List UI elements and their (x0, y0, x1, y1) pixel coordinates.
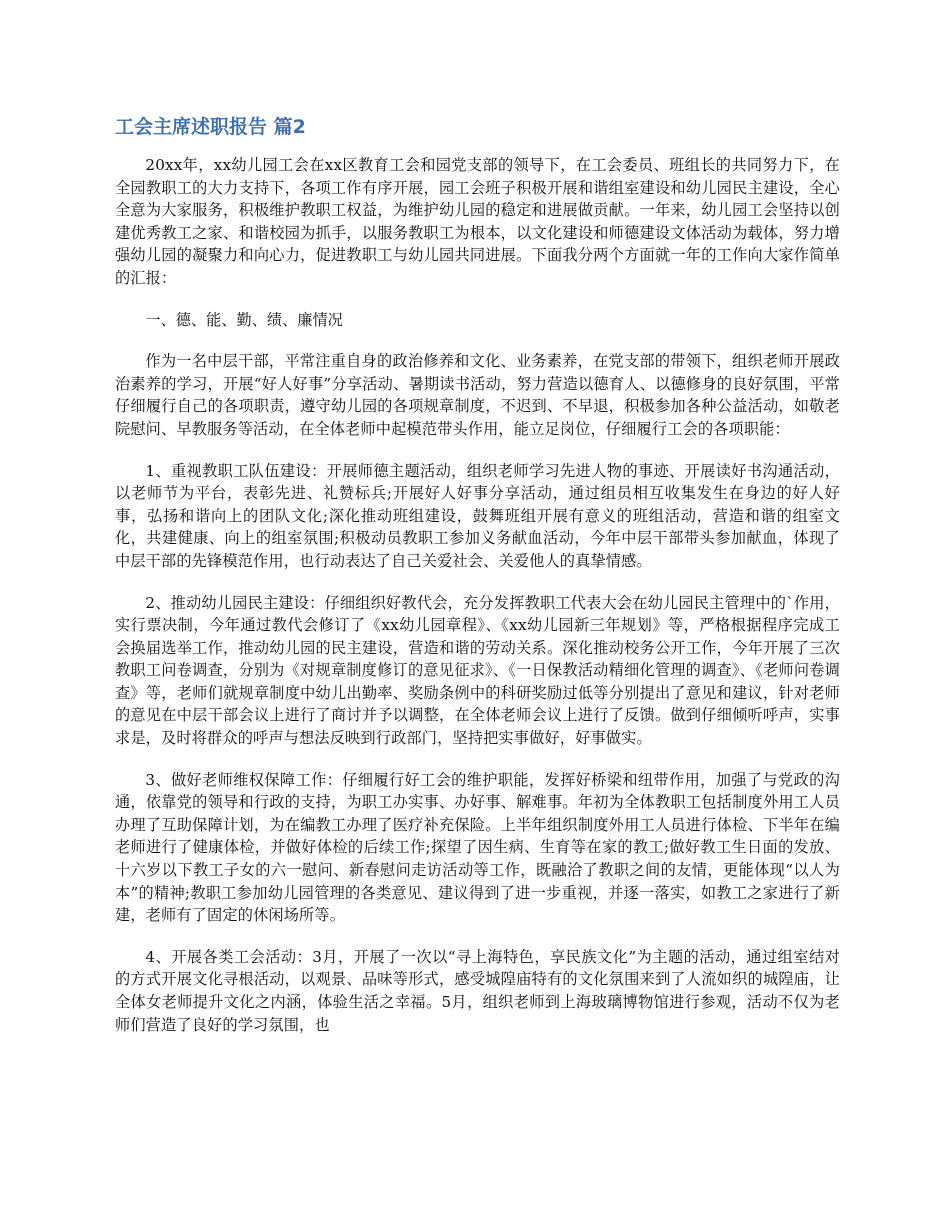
paragraph-item-3: 3、做好老师维权保障工作：仔细履行好工会的维护职能，发挥好桥梁和纽带作用，加强了与党政的沟通，依靠党的领导和行政的支持，为职工办实事、办好事、解难事。年初为全体教职工包括制度外用工人员办理了互助保障计划，为在编教工办理了医疗补充保险。上半年组织制度外用工人员进行体检、下半年在编老师进行了健康体检，并做好体检的后续工作;探望了因生病、生育等在家的教工;做好教工生日面的发放、十六岁以下教工子女的六一慰问、新春慰问走访活动等工作，既融洽了教职之间的友情，更能体现“以人为本”的精神;教职工参加幼儿园管理的各类意见、建议得到了进一步重视，并逐一落实，如教工之家进行了新建，老师有了固定的休闲场所等。 (115, 770, 840, 925)
document-title: 工会主席述职报告 篇2 (115, 116, 306, 138)
paragraph-intro: 20xx年，xx幼儿园工会在xx区教育工会和园党支部的领导下，在工会委员、班组长的共同努力下，在全园教职工的大力支持下，各项工作有序开展，园工会班子积极开展和谐组室建设和幼儿园民主建设，全心全意为大家服务，积极维护教职工权益，为维护幼儿园的稳定和进展做贡献。一年来，幼儿园工会坚持以创建优秀教工之家、和谐校园为抓手，以服务教职工为根本，以文化建设和师德建设文体活动为载体，努力增强幼儿园的凝聚力和向心力，促进教职工与幼儿园共同进展。下面我分两个方面就一年的工作向大家作简单的汇报： (115, 156, 840, 287)
paragraph-item-1: 1、重视教职工队伍建设：开展师德主题活动，组织老师学习先进人物的事迹、开展读好书沟通活动，以老师节为平台，表彰先进、礼赞标兵;开展好人好事分享活动，通过组员相互收集发生在身边的好人好事，弘扬和谐向上的团队文化;深化推动班组建设，鼓舞班组开展有意义的班组活动，营造和谐的组室文化，共建健康、向上的组室氛围;积极动员教职工参加义务献血活动，今年中层干部带头参加献血，体现了中层干部的先锋模范作用，也行动表达了自己关爱社会、关爱他人的真挚情感。 (115, 461, 840, 570)
document-page (115, 114, 840, 1055)
paragraph-conduct: 作为一名中层干部，平常注重自身的政治修养和文化、业务素养，在党支部的带领下，组织老师开展政治素养的学习，开展“好人好事”分享活动、暑期读书活动，努力营造以德育人、以德修身的良好氛围，平常仔细履行自己的各项职责，遵守幼儿园的各项规章制度，不迟到、不早退，积极参加各种公益活动，如敬老院慰问、早教服务等活动，在全体老师中起模范带头作用，能立足岗位，仔细履行工会的各项职能： (115, 352, 840, 438)
paragraph-item-2: 2、推动幼儿园民主建设：仔细组织好教代会，充分发挥教职工代表大会在幼儿园民主管理中的`作用，实行票决制，今年通过教代会修订了《xx幼儿园章程》、《xx幼儿园新三年规划》等，严格根据程序完成工会换届选举工作，推动幼儿园的民主建设，营造和谐的劳动关系。深化推动校务公开工作，今年开展了三次教职工问卷调查，分别为《对规章制度修订的意见征求》、《一日保教活动精细化管理的调查》、《老师问卷调查》等，老师们就规章制度中幼儿出勤率、奖励条例中的科研奖励过低等分别提出了意见和建议，针对老师的意见在中层干部会议上进行了商讨并予以调整，在全体老师会议上进行了反馈。做到仔细倾听呼声，实事求是，及时将群众的呼声与想法反映到行政部门，坚持把实事做好，好事做实。 (115, 593, 840, 748)
paragraph-item-4: 4、开展各类工会活动：3月，开展了一次以“寻上海特色，享民族文化”为主题的活动，通过组室结对的方式开展文化寻根活动，以观景、品味等形式，感受城隍庙特有的文化氛围来到了人流如织的城隍庙，让全体女老师提升文化之内涵，体验生活之幸福。5月，组织老师到上海玻璃博物馆进行参观，活动不仅为老师们营造了良好的学习氛围，也 (115, 947, 840, 1034)
section-heading: 一、德、能、勤、绩、廉情况 (145, 310, 343, 329)
